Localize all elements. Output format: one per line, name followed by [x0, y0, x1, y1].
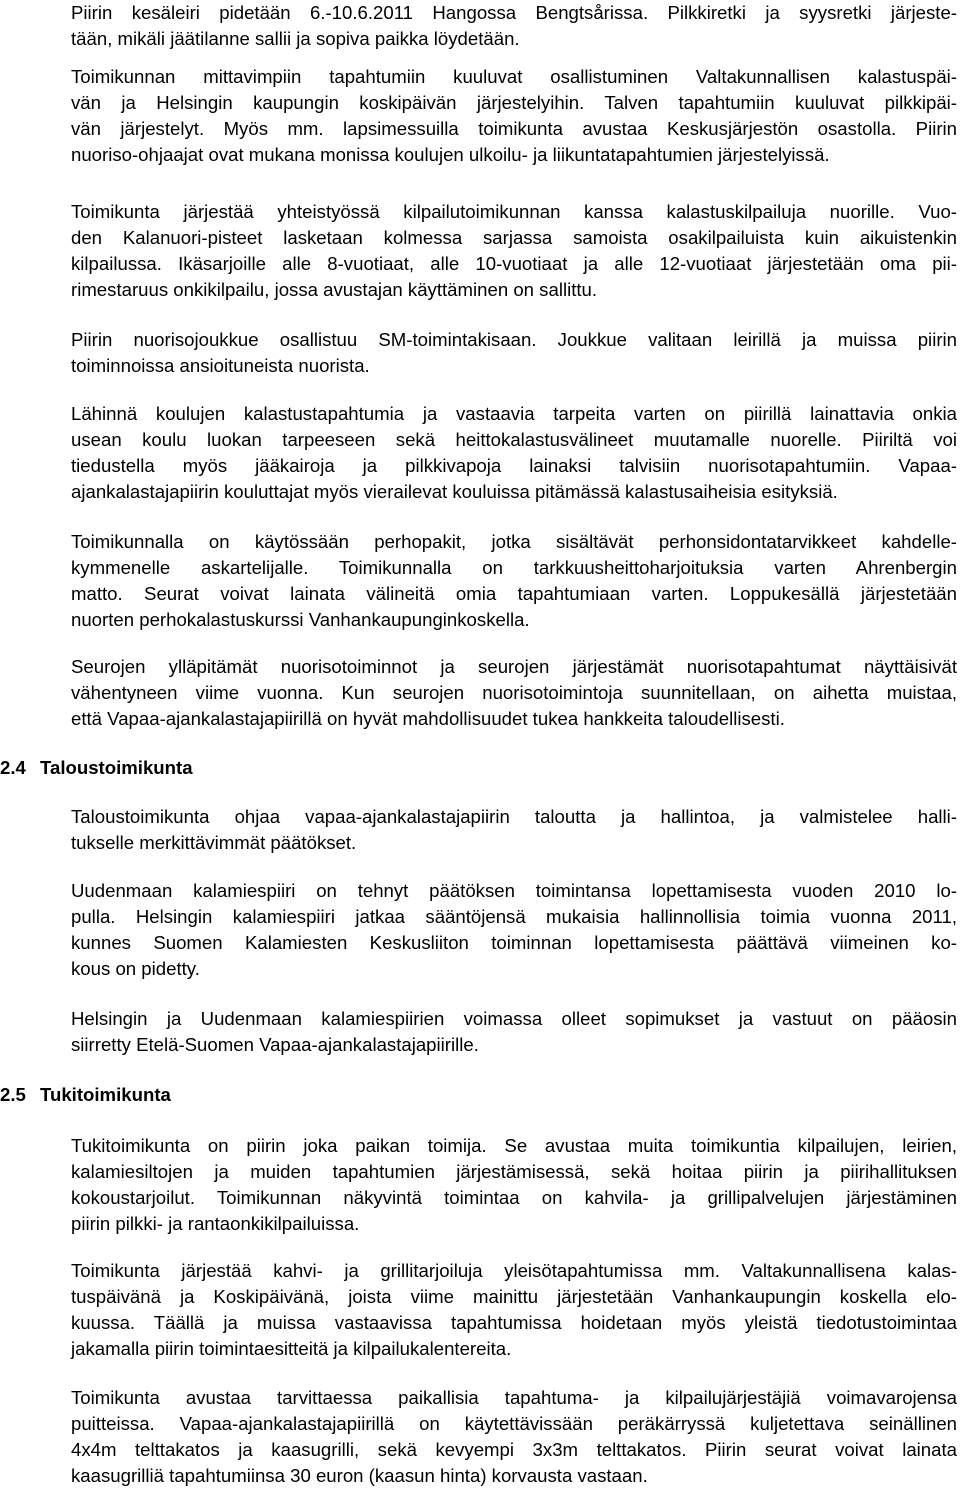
text-line: tuspäivänä ja Koskipäivänä, joista viime mainittu järjestetään Vanhankaupungin koskella elo- — [71, 1286, 957, 1307]
section-title: Taloustoimikunta — [40, 757, 193, 778]
text-line: 4x4m telttakatos ja kaasugrilli, sekä kevyempi 3x3m telttakatos. Piirin seurat voivat lainata — [71, 1439, 957, 1460]
text-line: että Vapaa-ajankalastajapiirillä on hyvät mahdollisuudet tukea hankkeita taloudellisesti. — [71, 708, 785, 729]
text-line: kaasugrilliä tapahtumiinsa 30 euron (kaasun hinta) korvausta vastaan. — [71, 1465, 648, 1486]
paragraph-agreements — [71, 1006, 957, 1058]
text-line: usean koulu luokan tarpeeseen sekä heittokalastusvälineet muutamalle nuorelle. Piiriltä voi — [71, 429, 957, 450]
paragraph-district-decision — [71, 878, 957, 982]
paragraph-catering — [71, 1258, 957, 1362]
text-line: vän järjestelyt. Myös mm. lapsimessuilla toimikunta avustaa Keskusjärjestön osastolla. Piirin — [71, 118, 957, 139]
paragraph-equipment-lending — [71, 1385, 957, 1489]
text-line: kunnes Suomen Kalamiesten Keskusliiton toiminnan lopettamisesta päättävä viimeinen ko- — [71, 932, 957, 953]
text-line: Helsingin ja Uudenmaan kalamiespiirien voimassa olleet sopimukset ja vastuut on pääosin — [71, 1008, 957, 1029]
text-line: rimestaruus onkikilpailu, jossa avustajan käyttäminen on sallittu. — [71, 279, 598, 300]
text-line: Toimikunnan mittavimpiin tapahtumiin kuuluvat osallistuminen Valtakunnallisen kalastuspäi- — [71, 66, 957, 87]
text-line: piirin pilkki- ja rantaonkikilpailuissa. — [71, 1213, 360, 1234]
paragraph-summer-camp — [71, 0, 957, 52]
text-line: tukselle merkittävimmät päätökset. — [71, 832, 357, 853]
text-line: den Kalanuori-pisteet lasketaan kolmessa sarjassa samoista osakilpailuista kuin aikuistenkin — [71, 227, 957, 248]
text-line: Tukitoimikunta on piirin joka paikan toimija. Se avustaa muita toimikuntia kilpailujen, leirien, — [71, 1135, 957, 1156]
text-line: Taloustoimikunta ohjaa vapaa-ajankalastajapiirin taloutta ja hallintoa, ja valmistelee halli- — [71, 806, 957, 827]
paragraph-fly-kits — [71, 529, 957, 633]
paragraph-support-committee — [71, 1133, 957, 1237]
text-line: puitteissa. Vapaa-ajankalastajapiirillä on käytettävissään peräkärryssä kuljetettava seinällinen — [71, 1413, 957, 1434]
text-line: Toimikunta avustaa tarvittaessa paikallisia tapahtuma- ja kilpailujärjestäjiä voimavarojensa — [71, 1387, 957, 1408]
text-line: Toimikunta järjestää kahvi- ja grillitarjoiluja yleisötapahtumissa mm. Valtakunnallisena kalas- — [71, 1260, 957, 1281]
text-line: Lähinnä koulujen kalastustapahtumia ja vastaavia tarpeita varten on piirillä lainattavia onkia — [71, 403, 957, 424]
text-line: kokoustarjoilut. Toimikunnan näkyvintä toimintaa on kahvila- ja grillipalvelujen järjestäminen — [71, 1187, 957, 1208]
text-line: kilpailussa. Ikäsarjoille alle 8-vuotiaat, alle 10-vuotiaat ja alle 12-vuotiaat järjestetään oma pii- — [71, 253, 957, 274]
paragraph-youth-team — [71, 327, 957, 379]
text-line: kuussa. Täällä ja muissa vastaavissa tapahtumissa hoidetaan myös yleistä tiedotustoimintaa — [71, 1312, 957, 1333]
text-line: tiedustella myös jääkairoja ja pilkkivapoja lainaksi talvisiin nuorisotapahtumiin. Vapaa- — [71, 455, 957, 476]
text-line: Toimikunta järjestää yhteistyössä kilpailutoimikunnan kanssa kalastuskilpailuja nuorille. Vuo- — [71, 201, 957, 222]
text-line: vän ja Helsingin kaupungin koskipäivän järjestelyihin. Talven tapahtumiin kuuluvat pilkkipäi- — [71, 92, 957, 113]
text-line: Toimikunnalla on käytössään perhopakit, jotka sisältävät perhonsidontatarvikkeet kahdelle- — [71, 531, 957, 552]
text-line: Piirin kesäleiri pidetään 6.-10.6.2011 Hangossa Bengtsårissa. Pilkkiretki ja syysretki järjeste- — [71, 2, 957, 23]
text-line: kous on pidetty. — [71, 958, 200, 979]
paragraph-competitions — [71, 199, 957, 303]
section-number: 2.4 — [0, 757, 26, 778]
text-line: tään, mikäli jäätilanne sallii ja sopiva paikka löydetään. — [71, 28, 520, 49]
section-heading-2-5 — [0, 1082, 171, 1108]
section-title: Tukitoimikunta — [40, 1084, 171, 1105]
text-line: Piirin nuorisojoukkue osallistuu SM-toimintakisaan. Joukkue valitaan leirillä ja muissa piirin — [71, 329, 957, 350]
text-line: nuoriso-ohjaajat ovat mukana monissa koulujen ulkoilu- ja liikuntatapahtumien järjestelyissä. — [71, 144, 830, 165]
section-number: 2.5 — [0, 1084, 26, 1105]
section-heading-2-4 — [0, 755, 193, 781]
paragraph-club-activities — [71, 654, 957, 732]
text-line: toiminnoissa ansioituneista nuorista. — [71, 355, 370, 376]
text-line: vähentyneen viime vuonna. Kun seurojen nuorisotoimintoja suunnitellaan, on aihetta muistaa, — [71, 682, 957, 703]
text-line: nuorten perhokalastuskurssi Vanhankaupunginkoskella. — [71, 609, 530, 630]
text-line: jakamalla piirin toimintaesitteitä ja kilpailukalentereita. — [71, 1338, 512, 1359]
paragraph-main-events — [71, 64, 957, 168]
text-line: pulla. Helsingin kalamiespiiri jatkaa sääntöjensä mukaisia hallinnollisia toimia vuonna 2011, — [71, 906, 957, 927]
text-line: kymmenelle askartelijalle. Toimikunnalla on tarkkuusheittoharjoituksia varten Ahrenbergin — [71, 557, 957, 578]
text-line: Uudenmaan kalamiespiiri on tehnyt päätöksen toimintansa lopettamisesta vuoden 2010 lo- — [71, 880, 957, 901]
text-line: matto. Seurat voivat lainata välineitä omia tapahtumiaan varten. Loppukesällä järjestetään — [71, 583, 957, 604]
text-line: ajankalastajapiirin kouluttajat myös vierailevat kouluissa pitämässä kalastusaiheisia esityksiä. — [71, 481, 838, 502]
text-line: kalamiesiltojen ja muiden tapahtumien järjestämisessä, sekä hoitaa piirin ja piirihallituksen — [71, 1161, 957, 1182]
text-line: siirretty Etelä-Suomen Vapaa-ajankalastajapiirille. — [71, 1034, 479, 1055]
paragraph-school-equipment — [71, 401, 957, 505]
text-line: Seurojen ylläpitämät nuorisotoiminnot ja seurojen järjestämät nuorisotapahtumat näyttäisivät — [71, 656, 957, 677]
paragraph-finance-committee — [71, 804, 957, 856]
